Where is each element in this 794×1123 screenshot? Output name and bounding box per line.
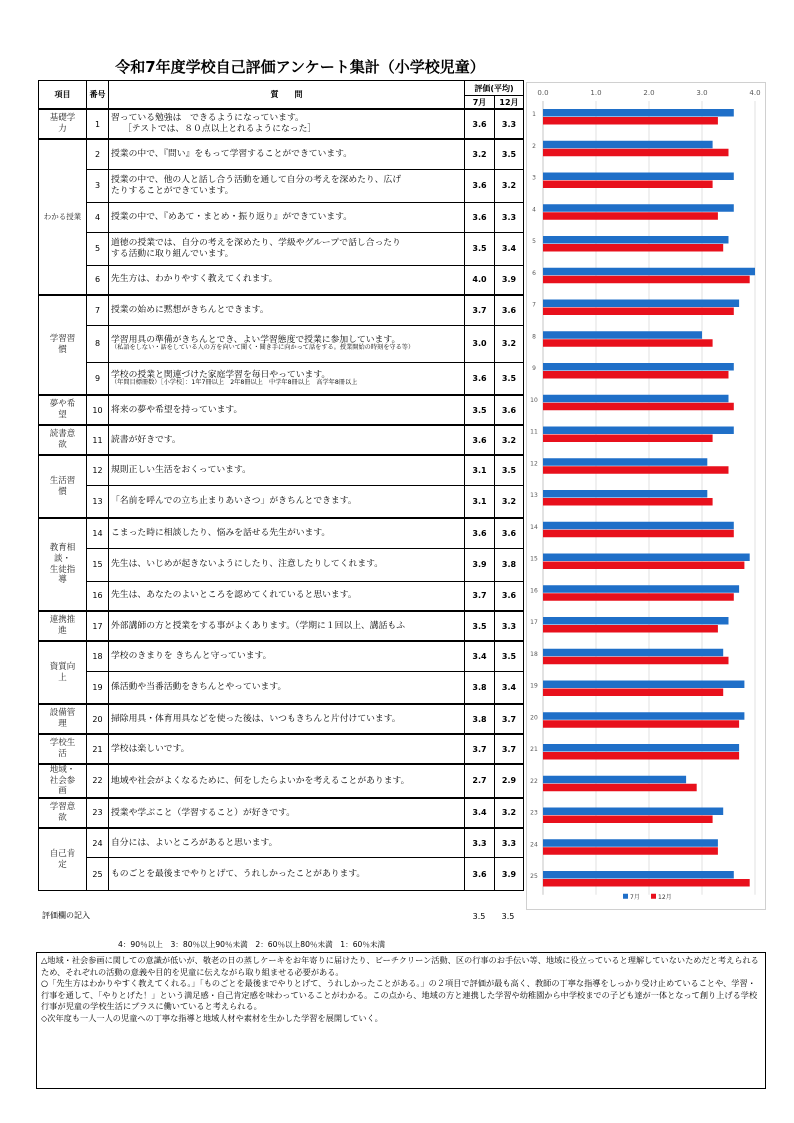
category-label: 教育相 談・ 生徒指 導 bbox=[49, 543, 76, 586]
bar-chart bbox=[526, 82, 766, 910]
question-text bbox=[109, 395, 465, 425]
score-december: 3.8 bbox=[495, 548, 524, 581]
y-tick-label: 13 bbox=[530, 492, 538, 499]
score-july: 3.4 bbox=[465, 641, 495, 671]
table-row bbox=[39, 395, 524, 425]
score-july: 3.8 bbox=[465, 671, 495, 704]
table-row bbox=[39, 858, 524, 891]
question-number: 23 bbox=[87, 798, 109, 828]
bar-december-16 bbox=[543, 593, 734, 601]
question-text bbox=[109, 704, 465, 734]
category-cell bbox=[39, 425, 87, 455]
question-text bbox=[109, 798, 465, 828]
header-july: 7月 bbox=[465, 96, 495, 110]
bar-december-2 bbox=[543, 149, 729, 157]
question-text bbox=[109, 265, 465, 295]
bar-december-10 bbox=[543, 403, 734, 411]
y-tick-label: 19 bbox=[530, 682, 538, 690]
question-number: 4 bbox=[87, 202, 109, 232]
question-number: 16 bbox=[87, 581, 109, 611]
score-december: 3.2 bbox=[495, 325, 524, 362]
header-score: 評価(平均) bbox=[465, 81, 524, 96]
bar-july-17 bbox=[543, 617, 729, 625]
score-december: 3.2 bbox=[495, 169, 524, 202]
y-tick-label: 9 bbox=[532, 365, 536, 372]
question-number: 6 bbox=[87, 265, 109, 295]
y-tick-label: 24 bbox=[530, 841, 538, 849]
category-cell bbox=[39, 295, 87, 395]
bar-july-11 bbox=[543, 427, 734, 435]
question-number: 1 bbox=[87, 109, 109, 139]
question-line: 学校のきまりを きちんと守っています。 bbox=[111, 650, 272, 661]
score-december: 3.5 bbox=[495, 641, 524, 671]
question-number: 19 bbox=[87, 671, 109, 704]
y-tick-label: 5 bbox=[532, 238, 536, 245]
category-label: 自己肯 定 bbox=[49, 849, 76, 870]
question-text bbox=[109, 611, 465, 641]
score-december: 2.9 bbox=[495, 764, 524, 798]
bar-july-8 bbox=[543, 331, 702, 339]
question-text bbox=[109, 764, 465, 798]
category-label: 設備管 理 bbox=[49, 708, 76, 729]
question-line: 読書が好きです。 bbox=[111, 434, 181, 445]
y-tick-label: 14 bbox=[530, 523, 538, 531]
table-row bbox=[39, 611, 524, 641]
table-row bbox=[39, 641, 524, 671]
bar-december-25 bbox=[543, 879, 750, 887]
question-number: 13 bbox=[87, 485, 109, 518]
question-line: 授業や学ぶこと（学習すること）が好きです。 bbox=[111, 807, 296, 818]
y-tick-label: 1 bbox=[532, 111, 536, 118]
score-december: 3.6 bbox=[495, 395, 524, 425]
category-label: 生活習 慣 bbox=[49, 475, 76, 497]
category-cell bbox=[39, 455, 87, 518]
table-row bbox=[39, 109, 524, 139]
question-line: 規則正しい生活をおくっています。 bbox=[111, 464, 251, 475]
category-label: 学習意 欲 bbox=[49, 802, 76, 823]
score-july: 3.1 bbox=[465, 455, 495, 485]
score-july: 3.6 bbox=[465, 109, 495, 139]
y-tick-label: 18 bbox=[530, 650, 538, 658]
bar-july-2 bbox=[543, 141, 713, 149]
category-label: 連携推 進 bbox=[49, 615, 76, 636]
x-tick-label: 2.0 bbox=[643, 89, 655, 97]
bar-july-24 bbox=[543, 839, 718, 847]
score-july: 3.5 bbox=[465, 395, 495, 425]
question-line-2: ［テストでは、８０点以上とれるようになった］ bbox=[123, 124, 317, 134]
bar-july-23 bbox=[543, 808, 723, 816]
table-row bbox=[39, 764, 524, 798]
table-row bbox=[39, 325, 524, 362]
category-label: 基礎学 力 bbox=[49, 113, 76, 134]
scale-legend: 4：90％以上 3：80％以上90％未満 2：60％以上80％未満 1：60％未満 bbox=[118, 940, 386, 949]
question-line: 将来の夢や希望を持っています。 bbox=[111, 404, 243, 415]
table-row bbox=[39, 295, 524, 325]
bar-july-22 bbox=[543, 776, 686, 784]
bar-july-16 bbox=[543, 585, 739, 593]
score-december: 3.7 bbox=[495, 734, 524, 764]
table-row bbox=[39, 169, 524, 202]
score-july: 3.6 bbox=[465, 169, 495, 202]
bar-july-18 bbox=[543, 649, 723, 657]
question-line-2: する活動に取り組んでいます。 bbox=[111, 248, 234, 259]
question-line: 授業の始めに黙想がきちんとできます。 bbox=[111, 304, 269, 315]
y-tick-label: 21 bbox=[530, 746, 538, 753]
question-line: 先生は、いじめが起きないようにしたり、注意したりしてくれます。 bbox=[111, 559, 384, 570]
bar-december-1 bbox=[543, 117, 718, 125]
question-number: 11 bbox=[87, 425, 109, 455]
legend-swatch-july bbox=[623, 894, 628, 899]
category-label: 学習習 慣 bbox=[49, 334, 76, 355]
bar-july-6 bbox=[543, 268, 755, 276]
score-december: 3.6 bbox=[495, 581, 524, 611]
question-number: 15 bbox=[87, 548, 109, 581]
score-july: 3.6 bbox=[465, 362, 495, 395]
bar-july-10 bbox=[543, 395, 729, 403]
score-july: 4.0 bbox=[465, 265, 495, 295]
category-cell bbox=[39, 109, 87, 139]
question-text bbox=[109, 734, 465, 764]
question-number: 3 bbox=[87, 169, 109, 202]
legend-label-july: 7月 bbox=[630, 893, 640, 901]
category-cell bbox=[39, 611, 87, 641]
table-row bbox=[39, 455, 524, 485]
score-july: 2.7 bbox=[465, 764, 495, 798]
x-tick-label: 4.0 bbox=[749, 89, 761, 97]
question-line-2: たりすることができています。 bbox=[111, 185, 234, 196]
table-row bbox=[39, 671, 524, 704]
table-row bbox=[39, 485, 524, 518]
header-number: 番号 bbox=[87, 81, 109, 110]
question-note: （私語をしない・話をしている人の方を向いて聞く・聞き手に向かって話をする。授業開始の時刻を守る等） bbox=[111, 344, 415, 352]
table-row bbox=[39, 265, 524, 295]
bar-december-14 bbox=[543, 530, 734, 538]
question-text bbox=[109, 325, 465, 362]
bar-december-19 bbox=[543, 689, 723, 697]
score-july: 3.6 bbox=[465, 858, 495, 891]
question-text bbox=[109, 518, 465, 548]
question-line: 授業の中で、他の人と話し合う活動を通して自分の考えを深めたり、広げ bbox=[111, 174, 402, 185]
bar-july-7 bbox=[543, 300, 739, 308]
bar-december-12 bbox=[543, 466, 729, 474]
question-number: 25 bbox=[87, 858, 109, 891]
bar-july-14 bbox=[543, 522, 734, 530]
question-line: 地域や社会がよくなるために、何をしたらよいかを考えることがあります。 bbox=[111, 775, 410, 786]
header-category: 項目 bbox=[39, 81, 87, 110]
question-line: こまった時に相談したり、悩みを話せる先生がいます。 bbox=[111, 527, 331, 538]
table-row bbox=[39, 139, 524, 169]
y-tick-label: 22 bbox=[530, 777, 538, 785]
question-line: 先生は、あなたのよいところを認めてくれていると思います。 bbox=[111, 590, 357, 601]
score-december: 3.3 bbox=[495, 611, 524, 641]
y-tick-label: 7 bbox=[532, 301, 536, 309]
y-tick-label: 16 bbox=[530, 587, 538, 595]
category-cell bbox=[39, 704, 87, 734]
table-row bbox=[39, 798, 524, 828]
bar-december-23 bbox=[543, 816, 713, 824]
question-text bbox=[109, 139, 465, 169]
question-number: 12 bbox=[87, 455, 109, 485]
score-july: 3.3 bbox=[465, 828, 495, 858]
score-december: 3.4 bbox=[495, 671, 524, 704]
bar-december-15 bbox=[543, 562, 744, 570]
x-tick-label: 0.0 bbox=[537, 89, 549, 97]
question-line: ものごとを最後までやりとげて、うれしかったことがあります。 bbox=[111, 869, 366, 880]
survey-table bbox=[38, 80, 524, 891]
y-tick-label: 4 bbox=[532, 206, 536, 214]
bar-july-20 bbox=[543, 712, 744, 720]
legend-swatch-december bbox=[651, 894, 656, 899]
page-title: 令和7年度学校自己評価アンケート集計（小学校児童） bbox=[115, 58, 485, 76]
y-tick-label: 12 bbox=[530, 460, 538, 468]
score-july: 3.8 bbox=[465, 704, 495, 734]
category-label: わかる授業 bbox=[43, 212, 82, 222]
question-number: 10 bbox=[87, 395, 109, 425]
table-row bbox=[39, 734, 524, 764]
question-line: 掃除用具・体育用具などを使った後は、いつもきちんと片付けています。 bbox=[111, 713, 401, 724]
question-line: 道徳の授業では、自分の考えを深めたり、学級やグループで話し合ったり bbox=[111, 237, 401, 248]
y-tick-label: 15 bbox=[530, 555, 538, 563]
score-july: 3.6 bbox=[465, 202, 495, 232]
score-december: 3.3 bbox=[495, 202, 524, 232]
question-number: 21 bbox=[87, 734, 109, 764]
category-label: 地域・ 社会参 画 bbox=[49, 765, 76, 797]
bar-july-9 bbox=[543, 363, 734, 371]
comment-strength: ○「先生方はわかりやすく教えてくれる。」「ものごとを最後までやりとげて、うれしかったことがある。」の２項目で評価が最も高く、教師の丁寧な指導をしっかり受け止めていることや、学習・行事を通して、「やりとげた！」という満足感・自己肯定感を味わっていることがわかる。この点から、地域の方と連携した学習や幼稚園から中学校までの子ども達が一体となって創り上げる学校行事が児童の学校生活にプラスに働いていると考えられる。 bbox=[41, 978, 758, 1011]
question-text bbox=[109, 548, 465, 581]
score-december: 3.9 bbox=[495, 858, 524, 891]
score-december: 3.5 bbox=[495, 362, 524, 395]
bar-december-11 bbox=[543, 435, 713, 443]
bar-july-12 bbox=[543, 458, 707, 466]
comment-plan: ◇次年度も一人一人の児童への丁寧な指導と地域人材や素材を生かした学習を展開していく。 bbox=[41, 1012, 383, 1023]
question-line: 先生方は、わかりやすく教えてくれます。 bbox=[111, 274, 278, 285]
question-text bbox=[109, 641, 465, 671]
category-label: 夢や希 望 bbox=[49, 399, 76, 420]
score-july: 3.6 bbox=[465, 425, 495, 455]
question-text bbox=[109, 581, 465, 611]
bar-december-20 bbox=[543, 720, 739, 728]
question-text bbox=[109, 169, 465, 202]
score-july: 3.9 bbox=[465, 548, 495, 581]
table-row bbox=[39, 581, 524, 611]
bar-chart-svg bbox=[527, 83, 767, 911]
question-line: 自分には、よいところがあると思います。 bbox=[111, 837, 278, 848]
score-december: 3.2 bbox=[495, 485, 524, 518]
question-line: 係活動や当番活動をきちんとやっています。 bbox=[111, 681, 287, 692]
score-december: 3.2 bbox=[495, 425, 524, 455]
y-tick-label: 20 bbox=[530, 714, 538, 722]
question-text bbox=[109, 202, 465, 232]
question-number: 2 bbox=[87, 139, 109, 169]
bar-december-5 bbox=[543, 244, 723, 252]
score-july: 3.5 bbox=[465, 611, 495, 641]
y-tick-label: 6 bbox=[532, 269, 536, 277]
bar-july-4 bbox=[543, 204, 734, 212]
question-text bbox=[109, 109, 465, 139]
question-line: 学習用具の準備がきちんとでき、よい学習態度で授業に参加しています。 bbox=[111, 334, 401, 345]
question-text bbox=[109, 425, 465, 455]
question-number: 14 bbox=[87, 518, 109, 548]
header-question: 質 問 bbox=[109, 81, 465, 110]
question-number: 17 bbox=[87, 611, 109, 641]
y-tick-label: 3 bbox=[532, 174, 536, 182]
question-text bbox=[109, 485, 465, 518]
bar-december-8 bbox=[543, 339, 713, 347]
question-line: 学校の授業と関連づけた家庭学習を毎日やっています。 bbox=[111, 369, 331, 380]
question-text bbox=[109, 455, 465, 485]
x-tick-label: 3.0 bbox=[696, 89, 708, 97]
score-july: 3.2 bbox=[465, 139, 495, 169]
question-line: 外部講師の方と授業をする事がよくあります。（学期に１回以上、講話もふ bbox=[111, 620, 405, 631]
question-number: 7 bbox=[87, 295, 109, 325]
question-text bbox=[109, 828, 465, 858]
legend-label-december: 12月 bbox=[658, 893, 672, 901]
score-july: 3.1 bbox=[465, 485, 495, 518]
score-december: 3.6 bbox=[495, 518, 524, 548]
bar-december-6 bbox=[543, 276, 750, 284]
question-line: 学校は楽しいです。 bbox=[111, 743, 190, 754]
table-row bbox=[39, 828, 524, 858]
question-text bbox=[109, 362, 465, 395]
score-december: 3.4 bbox=[495, 232, 524, 265]
table-row bbox=[39, 518, 524, 548]
bar-july-3 bbox=[543, 173, 734, 181]
category-cell bbox=[39, 139, 87, 295]
question-line: 習っている勉強は できるようになっています。 bbox=[111, 113, 304, 124]
bar-july-5 bbox=[543, 236, 729, 244]
question-text bbox=[109, 858, 465, 891]
question-number: 20 bbox=[87, 704, 109, 734]
question-text bbox=[109, 295, 465, 325]
table-row bbox=[39, 232, 524, 265]
question-line: 授業の中で、『問い』をもって学習することができています。 bbox=[111, 148, 353, 159]
score-july: 3.0 bbox=[465, 325, 495, 362]
y-tick-label: 25 bbox=[530, 873, 538, 880]
header-december: 12月 bbox=[495, 96, 524, 110]
table-row bbox=[39, 362, 524, 395]
question-number: 22 bbox=[87, 764, 109, 798]
comment-box bbox=[36, 952, 766, 1089]
question-number: 9 bbox=[87, 362, 109, 395]
x-tick-label: 1.0 bbox=[590, 89, 602, 97]
y-tick-label: 8 bbox=[532, 333, 536, 341]
bar-july-1 bbox=[543, 109, 734, 117]
y-tick-label: 2 bbox=[532, 142, 536, 150]
bar-december-22 bbox=[543, 784, 697, 792]
category-cell bbox=[39, 641, 87, 704]
eval-label: 評価欄の記入 bbox=[42, 911, 90, 920]
category-cell bbox=[39, 798, 87, 828]
score-december: 3.3 bbox=[495, 109, 524, 139]
score-july: 3.6 bbox=[465, 518, 495, 548]
average-july: 3.5 bbox=[472, 912, 486, 921]
y-tick-label: 23 bbox=[530, 809, 538, 817]
score-december: 3.5 bbox=[495, 455, 524, 485]
score-december: 3.7 bbox=[495, 704, 524, 734]
bar-december-4 bbox=[543, 212, 718, 220]
bar-december-13 bbox=[543, 498, 713, 506]
category-cell bbox=[39, 764, 87, 798]
category-cell bbox=[39, 395, 87, 425]
question-number: 18 bbox=[87, 641, 109, 671]
category-cell bbox=[39, 828, 87, 891]
score-december: 3.2 bbox=[495, 798, 524, 828]
question-number: 5 bbox=[87, 232, 109, 265]
average-december: 3.5 bbox=[501, 912, 515, 921]
score-december: 3.3 bbox=[495, 828, 524, 858]
question-line: 授業の中で、『めあて・まとめ・振り返り』ができています。 bbox=[111, 211, 353, 222]
bar-december-18 bbox=[543, 657, 729, 665]
y-tick-label: 10 bbox=[530, 396, 538, 404]
category-cell bbox=[39, 734, 87, 764]
category-label: 読書意 欲 bbox=[49, 429, 76, 450]
score-july: 3.4 bbox=[465, 798, 495, 828]
bar-december-17 bbox=[543, 625, 718, 633]
y-tick-label: 17 bbox=[530, 619, 538, 626]
table-row bbox=[39, 425, 524, 455]
comment-weakness: △地域・社会参画に関しての意識が低いが、敬老の日の蒸しケーキをお年寄りに届けたり、ビーチクリーン活動、区の行事のお手伝い等、地域に役立っていると理解していないためだと考えられるため、それぞれの活動の意義や目的を児童に伝えながら取り組ませる必要がある。 bbox=[41, 955, 759, 977]
category-label: 資質向 上 bbox=[49, 661, 76, 683]
bar-december-9 bbox=[543, 371, 729, 379]
score-july: 3.5 bbox=[465, 232, 495, 265]
question-number: 8 bbox=[87, 325, 109, 362]
table-row bbox=[39, 202, 524, 232]
bar-july-19 bbox=[543, 681, 744, 689]
category-cell bbox=[39, 518, 87, 611]
score-december: 3.5 bbox=[495, 139, 524, 169]
question-text bbox=[109, 671, 465, 704]
y-tick-label: 11 bbox=[530, 428, 538, 436]
question-line: 「名前を呼んでの立ち止まりあいさつ」がきちんとできます。 bbox=[111, 495, 357, 506]
question-note: （年間目標冊数）［小学校］：1年7冊以上 2年8冊以上 中学年8冊以上 高学年8冊以上 bbox=[111, 379, 358, 387]
score-december: 3.6 bbox=[495, 295, 524, 325]
score-december: 3.9 bbox=[495, 265, 524, 295]
question-number: 24 bbox=[87, 828, 109, 858]
table-row bbox=[39, 548, 524, 581]
bar-december-7 bbox=[543, 308, 734, 316]
score-july: 3.7 bbox=[465, 734, 495, 764]
bar-july-13 bbox=[543, 490, 707, 498]
category-label: 学校生 活 bbox=[49, 738, 76, 759]
bar-december-3 bbox=[543, 181, 713, 189]
bar-july-21 bbox=[543, 744, 739, 752]
question-text bbox=[109, 232, 465, 265]
bar-july-25 bbox=[543, 871, 734, 879]
bar-july-15 bbox=[543, 554, 750, 562]
bar-december-24 bbox=[543, 847, 718, 855]
score-july: 3.7 bbox=[465, 295, 495, 325]
score-july: 3.7 bbox=[465, 581, 495, 611]
table-row bbox=[39, 704, 524, 734]
bar-december-21 bbox=[543, 752, 739, 760]
